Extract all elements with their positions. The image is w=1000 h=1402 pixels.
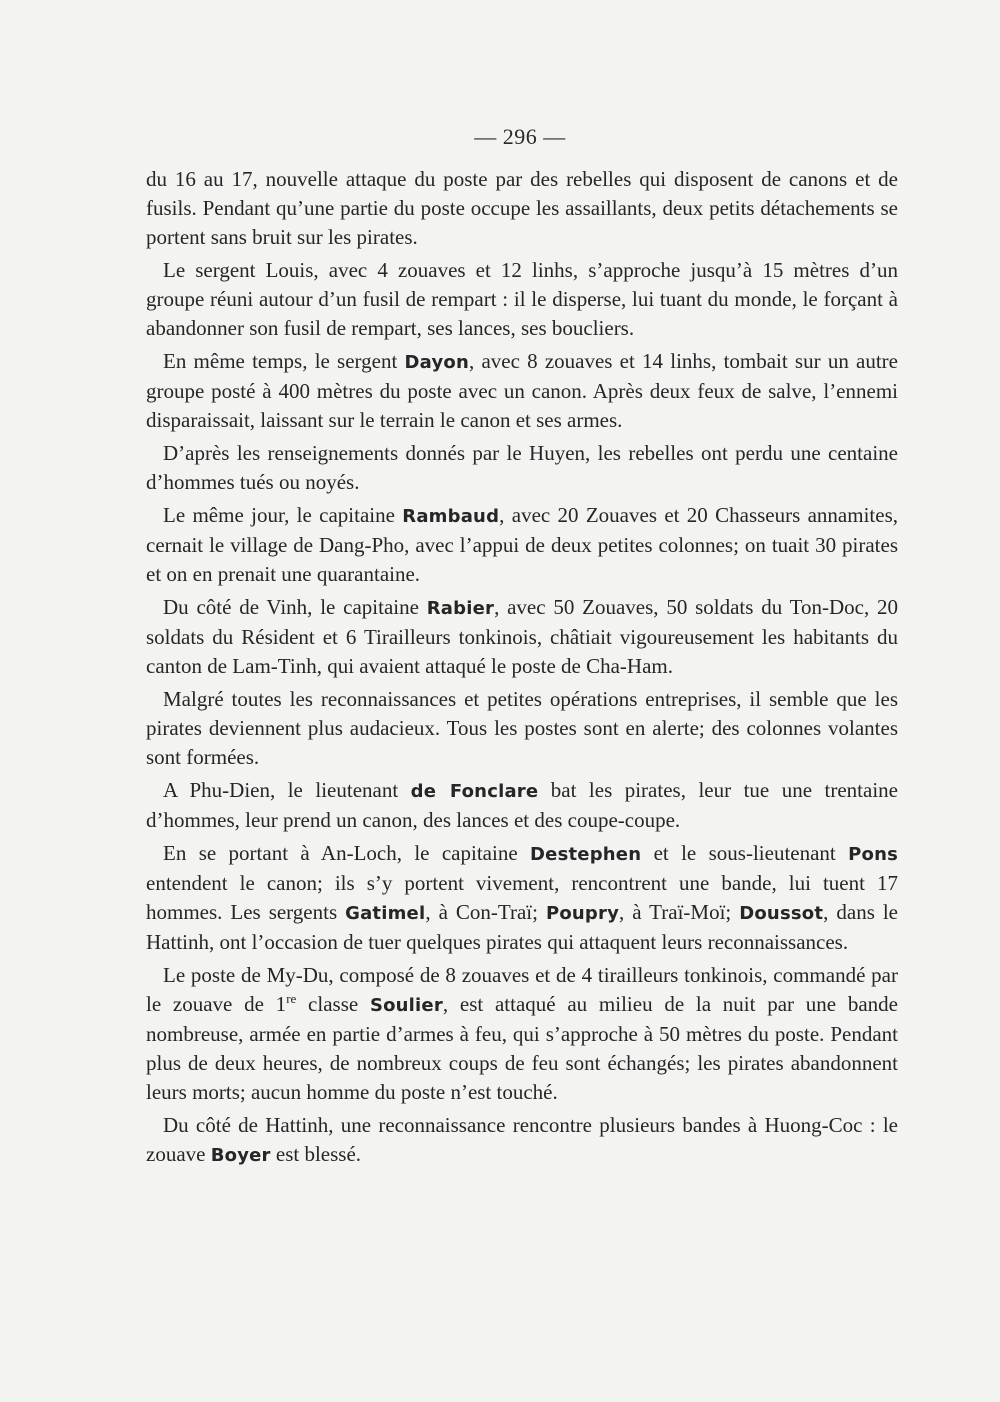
text-segment: En même temps, le sergent — [163, 349, 405, 373]
superscript: re — [286, 991, 297, 1006]
text-segment: du 16 au 17, nouvelle attaque du poste par des rebelles qui disposent de canons et de fusils. Pendant qu’une partie du poste occupe les assaillants, deux petits détachements se portent sans bruit sur les pirates. — [146, 167, 898, 249]
text-segment: , avec 8 zouaves et 14 linhs, tombait sur un autre groupe posté à 400 mètres du poste avec un canon. Après deux feux de salve, l’ennemi disparaissait, laissant sur le terrain le canon et ses armes. — [146, 349, 898, 432]
person-name: de Fonclare — [410, 781, 539, 802]
paragraph — [146, 347, 898, 435]
page-body — [146, 165, 898, 1174]
paragraph — [146, 685, 898, 772]
page-number: — 296 — — [474, 124, 566, 149]
text-segment: Du côté de Vinh, le capitaine — [163, 595, 427, 619]
person-name: Gatimel — [345, 903, 426, 924]
text-segment: Le poste de My-Du, composé de 8 zouaves et de 4 tirailleurs tonkinois, commandé par le zouave de 1 — [146, 963, 898, 1016]
text-segment: , avec 20 Zouaves et 20 Chasseurs annamites, cernait le village de Dang-Pho, avec l’appui de deux petites colonnes; on tuait 30 pirates et on en prenait une quarantaine. — [146, 503, 898, 586]
person-name: Doussot — [739, 903, 824, 924]
person-name: Boyer — [210, 1145, 271, 1166]
text-segment: entendent le canon; ils s’y portent vivement, rencontrent une bande, lui tuent 17 hommes. Les sergents — [146, 871, 898, 924]
paragraph — [146, 839, 898, 957]
text-segment: classe — [296, 992, 370, 1016]
paragraph — [146, 439, 898, 497]
text-segment: Du côté de Hattinh, une reconnaissance rencontre plusieurs bandes à Huong-Coc : le zouave — [146, 1113, 898, 1166]
text-segment: En se portant à An-Loch, le capitaine — [163, 841, 531, 865]
text-segment: , dans le Hattinh, ont l’occasion de tuer quelques pirates qui attaquent leurs reconnaissances. — [146, 900, 898, 954]
text-segment: , à Traï-Moï; — [619, 900, 740, 924]
text-segment: Le même jour, le capitaine — [163, 503, 403, 527]
person-name: Dayon — [404, 352, 469, 373]
person-name: Poupry — [545, 903, 620, 924]
paragraph — [146, 593, 898, 681]
person-name: Pons — [848, 844, 899, 865]
person-name: Rambaud — [402, 506, 500, 527]
text-segment: Malgré toutes les reconnaissances et petites opérations entreprises, il semble que les pirates deviennent plus audacieux. Tous les postes sont en alerte; des colonnes volantes sont formées. — [146, 687, 898, 769]
text-segment: , est attaqué au milieu de la nuit par une bande nombreuse, armée en partie d’armes à feu, qui s’approche à 50 mètres du poste. Pendant plus de deux heures, de nombreux coups de feu sont échangés; les pirates abandonnent leurs morts; aucun homme du poste n’est touché. — [146, 992, 898, 1104]
text-segment: , à Con-Traï; — [425, 900, 546, 924]
person-name: Soulier — [369, 995, 443, 1016]
paragraph — [146, 501, 898, 589]
text-segment: A Phu-Dien, le lieutenant — [163, 778, 411, 802]
text-segment: et le sous-lieutenant — [641, 841, 849, 865]
text-segment: est blessé. — [270, 1142, 362, 1166]
paragraph — [146, 776, 898, 835]
text-segment: D’après les renseignements donnés par le Huyen, les rebelles ont perdu une centaine d’hommes tués ou noyés. — [146, 441, 898, 494]
text-segment: bat les pirates, leur tue une trentaine d’hommes, leur prend un canon, des lances et des coupe-coupe. — [146, 778, 898, 832]
paragraph — [146, 256, 898, 343]
paragraph — [146, 961, 898, 1107]
text-segment: Le sergent Louis, avec 4 zouaves et 12 linhs, s’approche jusqu’à 15 mètres d’un groupe réuni autour d’un fusil de rempart : il le disperse, lui tuant du monde, le forçant à abandonner son fusil de rempart, ses lances, ses boucliers. — [146, 258, 898, 340]
person-name: Rabier — [426, 598, 495, 619]
text-segment: , avec 50 Zouaves, 50 soldats du Ton-Doc, 20 soldats du Résident et 6 Tirailleurs tonkinois, châtiait vigoureusement les habitants du canton de Lam-Tinh, qui avaient attaqué le poste de Cha-Ham. — [146, 595, 898, 678]
paragraph — [146, 165, 898, 252]
person-name: Destephen — [530, 844, 642, 865]
paragraph — [146, 1111, 898, 1170]
